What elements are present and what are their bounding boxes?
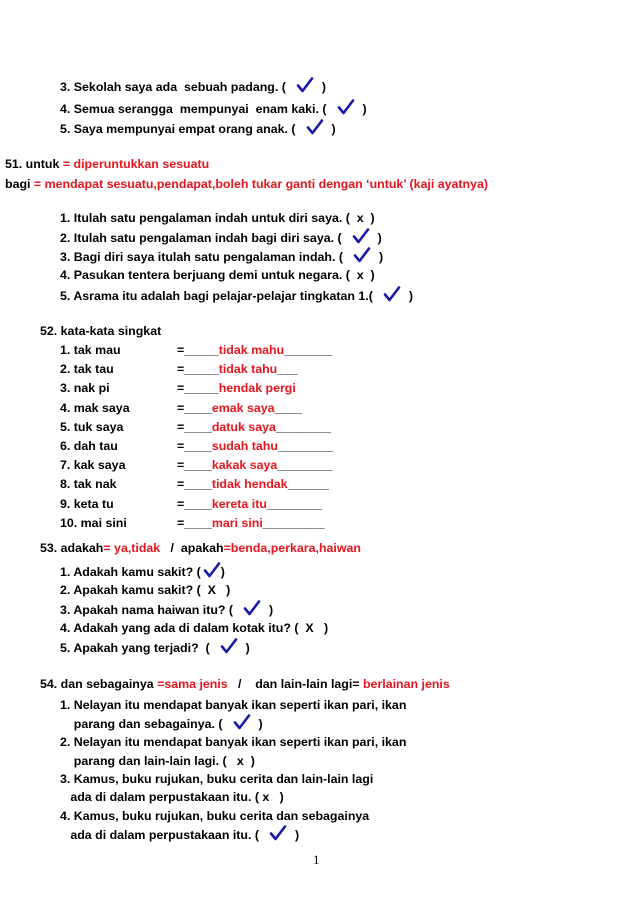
abbrev-term: 5. tuk saya [60,420,124,434]
check-mark-icon [243,602,259,616]
abbrev-row [60,420,331,435]
section-54-line-1: 1. Nelayan itu mendapat banyak ikan seperti ikan pari, ikan [60,698,407,712]
abbrev-blank-pre: =_____ [177,381,219,395]
check-mark-icon [220,640,236,654]
abbrev-blank-pre: =____ [177,497,212,511]
abbrev-blank-pre: =_____ [177,343,219,357]
abbrev-term: 4. mak saya [60,401,130,415]
abbrev-blank-post: _______ [284,343,333,357]
section-51-item-2: 2. Itulah satu pengalaman indah bagi diri saya. ( ) [60,231,382,245]
abbrev-row [60,381,296,396]
check-mark-icon [337,101,353,115]
abbrev-blank-post: ______ [287,477,329,491]
abbrev-row [60,497,322,512]
abbrev-blank-post: ________ [277,458,333,472]
abbrev-term: 10. mai sini [60,516,127,530]
abbrev-blank-pre: =____ [177,420,212,434]
check-mark-icon [269,827,285,841]
abbrev-blank-post: _________ [262,516,325,530]
abbrev-term: 2. tak tau [60,362,114,376]
section-53-item-5: 5. Apakah yang terjadi? ( ) [60,641,250,655]
check-mark-icon [353,249,369,263]
abbrev-term: 1. tak mau [60,343,121,357]
abbrev-answer: tidak hendak [211,477,288,491]
top-item-5: 5. Saya mempunyai empat orang anak. ( ) [60,122,336,136]
section-51-item-4: 4. Pasukan tentera berjuang demi untuk negara. ( x ) [60,268,375,282]
check-mark-icon [296,79,312,93]
section-53-item-3: 3. Apakah nama haiwan itu? ( ) [60,603,274,617]
section-54-line-5: 3. Kamus, buku rujukan, buku cerita dan lain-lain lagi [60,772,374,786]
abbrev-row [60,401,302,416]
abbrev-row [60,477,329,492]
section-53-heading: 53. adakah= ya,tidak / apakah=benda,perkara,haiwan [40,541,361,555]
abbrev-row [60,439,333,454]
section-51-item-3: 3. Bagi diri saya itulah satu pengalaman indah. ( ) [60,250,384,264]
section-51-item-5: 5. Asrama itu adalah bagi pelajar-pelajar tingkatan 1.( ) [60,289,413,303]
abbrev-term: 9. keta tu [60,497,114,511]
top-item-4: 4. Semua serangga mempunyai enam kaki. ( ) [60,102,367,116]
section-54-line-8: ada di dalam perpustakaan itu. ( ) [60,828,300,842]
abbrev-blank-pre: =____ [177,439,212,453]
abbrev-answer: tidak tahu [218,362,278,376]
section-54-line-6: ada di dalam perpustakaan itu. ( x ) [60,790,284,804]
abbrev-row [60,343,332,358]
abbrev-answer: kakak saya [211,458,278,472]
check-mark-icon [203,564,219,578]
abbrev-blank-pre: =_____ [177,362,219,376]
abbrev-row [60,458,332,473]
abbrev-blank-post: ________ [277,439,334,453]
abbrev-answer: sudah tahu [211,439,278,453]
section-51-item-1: 1. Itulah satu pengalaman indah untuk diri saya. ( x ) [60,211,375,225]
section-54-line-3: 2. Nelayan itu mendapat banyak ikan seperti ikan pari, ikan [60,735,407,749]
abbrev-answer: emak saya [211,401,275,415]
section-51-bagi-definition: bagi = mendapat sesuatu,pendapat,boleh tukar ganti dengan ‘untuk’ (kaji ayatnya) [5,177,488,191]
check-mark-icon [306,121,322,135]
section-54-line-2: parang dan sebagainya. ( ) [60,717,263,731]
section-54-line-7: 4. Kamus, buku rujukan, buku cerita dan sebagainya [60,809,370,823]
section-51-heading: 51. untuk = diperuntukkan sesuatu [5,157,210,171]
top-item-3: 3. Sekolah saya ada sebuah padang. ( ) [60,80,327,94]
abbrev-blank-post: ________ [275,420,332,434]
abbrev-blank-pre: =____ [177,401,212,415]
section-53-item-1: 1. Adakah kamu sakit? ( ) [60,565,225,579]
abbrev-blank-pre: =____ [177,458,212,472]
section-54-line-4: parang dan lain-lain lagi. ( x ) [60,754,255,768]
page-number: 1 [313,852,320,867]
abbrev-answer: datuk saya [211,420,276,434]
abbrev-row [60,362,298,377]
abbrev-term: 8. tak nak [60,477,117,491]
abbrev-blank-post: ____ [274,401,303,415]
abbrev-answer: hendak pergi [218,381,296,395]
abbrev-answer: mari sini [211,516,263,530]
abbrev-blank-pre: =____ [177,516,212,530]
section-53-item-4: 4. Adakah yang ada di dalam kotak itu? ( X ) [60,621,329,635]
abbrev-term: 3. nak pi [60,381,110,395]
abbrev-blank-pre: =____ [177,477,212,491]
check-mark-icon [383,288,399,302]
section-54-heading: 54. dan sebagainya =sama jenis / dan lain-lain lagi= berlainan jenis [40,677,450,691]
section-52-heading: 52. kata-kata singkat [40,324,162,338]
section-53-item-2: 2. Apakah kamu sakit? ( X ) [60,583,231,597]
abbrev-blank-post: ___ [277,362,298,376]
check-mark-icon [233,716,249,730]
abbrev-answer: tidak mahu [218,343,285,357]
abbrev-answer: kereta itu [211,497,267,511]
abbrev-blank-post: ________ [266,497,323,511]
check-mark-icon [352,230,368,244]
abbrev-term: 7. kak saya [60,458,126,472]
abbrev-term: 6. dah tau [60,439,118,453]
abbrev-row [60,516,325,531]
